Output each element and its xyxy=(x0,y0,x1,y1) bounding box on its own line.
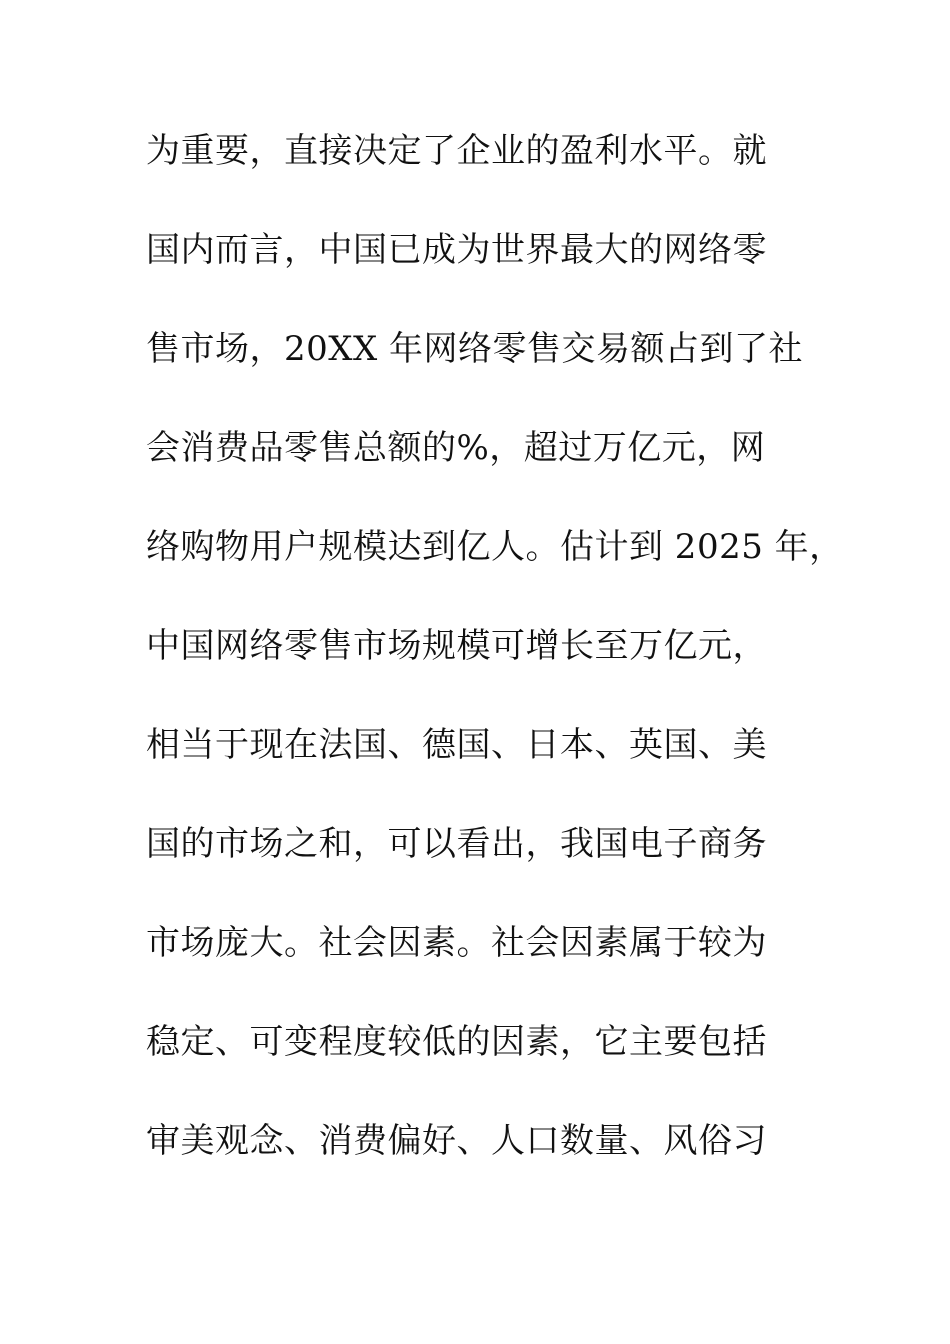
body-text-line: 审美观念、消费偏好、人口数量、风俗习 xyxy=(146,1121,767,1161)
body-text-line: 为重要，直接决定了企业的盈利水平。就 xyxy=(146,131,767,171)
body-text-line: 中国网络零售市场规模可增长至万亿元， xyxy=(146,626,767,666)
body-text-line: 络购物用户规模达到亿人。估计到 2025 年， xyxy=(146,527,844,567)
body-text-line: 售市场，20XX 年网络零售交易额占到了社 xyxy=(146,329,803,369)
body-text-line: 国内而言，中国已成为世界最大的网络零 xyxy=(146,230,767,270)
body-text-line: 相当于现在法国、德国、日本、英国、美 xyxy=(146,725,767,765)
body-text-line: 国的市场之和，可以看出，我国电子商务 xyxy=(146,824,767,864)
body-text-line: 稳定、可变程度较低的因素，它主要包括 xyxy=(146,1022,767,1062)
body-text-line: 会消费品零售总额的%，超过万亿元，网 xyxy=(146,428,766,468)
body-text-line: 市场庞大。社会因素。社会因素属于较为 xyxy=(146,923,767,963)
